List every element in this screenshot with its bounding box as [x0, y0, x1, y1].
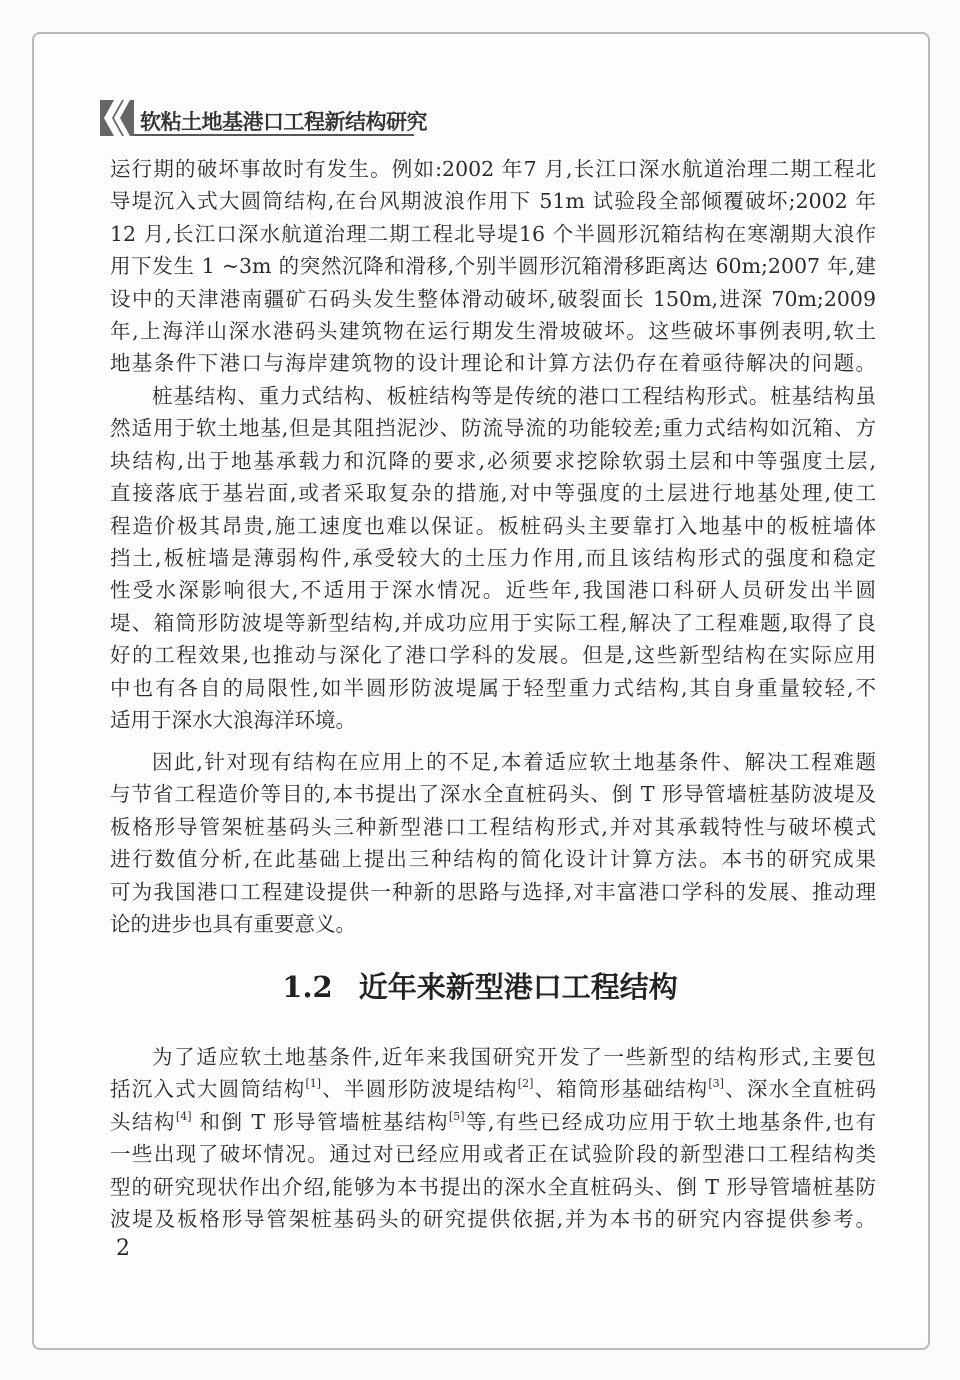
paragraph-4 — [110, 1041, 876, 1235]
text-line: 与节省工程造价等目的,本书提出了深水全直桩码头、倒 T 形导管墙桩基防波堤及 — [110, 782, 876, 807]
text-line: 中也有各自的局限性,如半圆形防波堤属于轻型重力式结构,其自身重量较轻,不 — [110, 675, 876, 700]
text-span: 括沉入式大圆筒结构 — [110, 1077, 306, 1102]
section-number: 1.2 — [282, 970, 333, 1004]
text-span: 、半圆形防波堤结构 — [321, 1077, 518, 1102]
citation-2[interactable]: [2] — [517, 1077, 534, 1091]
text-line: 年,上海洋山深水港码头建筑物在运行期发生滑坡破坏。这些破坏事例表明,软土 — [110, 318, 876, 343]
section-title: 近年来新型港口工程结构 — [358, 970, 678, 1004]
text-line — [110, 1106, 876, 1138]
text-span: 、箱筒形基础结构 — [533, 1077, 709, 1102]
text-line: 论的进步也具有重要意义。 — [110, 911, 356, 936]
citation-1[interactable]: [1] — [305, 1077, 322, 1091]
text-line: 程造价极其昂贵,施工速度也难以保证。板桩码头主要靠打入地基中的板桩墙体 — [110, 513, 876, 538]
text-line: 可为我国港口工程建设提供一种新的思路与选择,对丰富港口学科的发展、推动理 — [110, 879, 876, 904]
text-line: 块结构,出于地基承载力和沉降的要求,必须要求挖除软弱土层和中等强度土层, — [110, 448, 876, 473]
text-line: 波堤及板格形导管架桩基码头的研究提供依据,并为本书的研究内容提供参考。 — [110, 1206, 876, 1231]
running-header — [100, 100, 427, 136]
citation-3[interactable]: [3] — [708, 1077, 724, 1091]
citation-5[interactable]: [5] — [448, 1109, 465, 1123]
text-line: 设中的天津港南疆矿石码头发生整体滑动破坏,破裂面长 150m,进深 70m;2009 — [110, 286, 876, 311]
text-line: 好的工程效果,也推动与深化了港口学科的发展。但是,这些新型结构在实际应用 — [110, 643, 876, 668]
text-line: 12 月,长江口深水航道治理二期工程北导堤16 个半圆形沉箱结构在寒潮期大浪作 — [110, 221, 876, 246]
text-line: 地基条件下港口与海岸建筑物的设计理论和计算方法仍存在着亟待解决的问题。 — [110, 351, 876, 376]
text-line: 型的研究现状作出介绍,能够为本书提出的深水全直桩码头、倒 T 形导管墙桩基防 — [110, 1174, 876, 1199]
text-line: 适用于深水大浪海洋环境。 — [110, 707, 356, 732]
text-line: 为了适应软土地基条件,近年来我国研究开发了一些新型的结构形式,主要包 — [152, 1045, 876, 1069]
text-line — [110, 1073, 876, 1105]
page-number: 2 — [116, 1236, 130, 1261]
running-title: 软粘土地基港口工程新结构研究 — [140, 110, 427, 134]
text-line: 堤、箱筒形防波堤等新型结构,并成功应用于实际工程,解决了工程难题,取得了良 — [110, 610, 876, 635]
text-line: 运行期的破坏事故时有发生。例如:2002 年7 月,长江口深水航道治理二期工程北 — [110, 157, 876, 181]
text-line: 挡土,板桩墙是薄弱构件,承受较大的土压力作用,而且该结构形式的强度和稳定 — [110, 545, 876, 570]
text-line: 性受水深影响很大,不适用于深水情况。近些年,我国港口科研人员研发出半圆 — [110, 578, 876, 603]
text-line: 导堤沉入式大圆筒结构,在台风期波浪作用下 51m 试验段全部倾覆破坏;2002 年 — [110, 189, 876, 214]
text-span: 和倒 T 形导管墙桩基结构 — [199, 1109, 449, 1134]
text-line: 一些出现了破坏情况。通过对已经应用或者正在试验阶段的新型港口工程结构类 — [110, 1142, 876, 1167]
text-line: 桩基结构、重力式结构、板桩结构等是传统的港口工程结构形式。桩基结构虽 — [152, 384, 876, 408]
text-line: 用下发生 1 ~3m 的突然沉降和滑移,个别半圆形沉箱滑移距离达 60m;2007 年,建 — [110, 254, 876, 279]
text-line: 因此,针对现有结构在应用上的不足,本着适应软土地基条件、解决工程难题 — [152, 750, 876, 774]
chapter-chevron-icon — [100, 100, 134, 136]
text-span: 、深水全直桩码 — [723, 1077, 876, 1102]
paragraph-1 — [110, 153, 876, 380]
text-span: 等,有些已经成功应用于软土地基条件,也有 — [464, 1109, 876, 1134]
text-span: 头结构 — [110, 1109, 176, 1134]
text-line: 板格形导管架桩基码头三种新型港口工程结构形式,并对其承载特性与破坏模式 — [110, 814, 876, 839]
text-line: 然适用于软土地基,但是其阻挡泥沙、防流导流的功能较差;重力式结构如沉箱、方 — [110, 416, 876, 441]
section-heading — [0, 965, 960, 1006]
paragraph-2 — [110, 380, 876, 736]
paragraph-3 — [110, 746, 876, 940]
header-rule — [134, 134, 414, 136]
text-line: 直接落底于基岩面,或者采取复杂的措施,对中等强度的土层进行地基处理,使工 — [110, 481, 876, 506]
text-line: 进行数值分析,在此基础上提出三种结构的简化设计计算方法。本书的研究成果 — [110, 847, 876, 872]
citation-4[interactable]: [4] — [175, 1109, 192, 1123]
